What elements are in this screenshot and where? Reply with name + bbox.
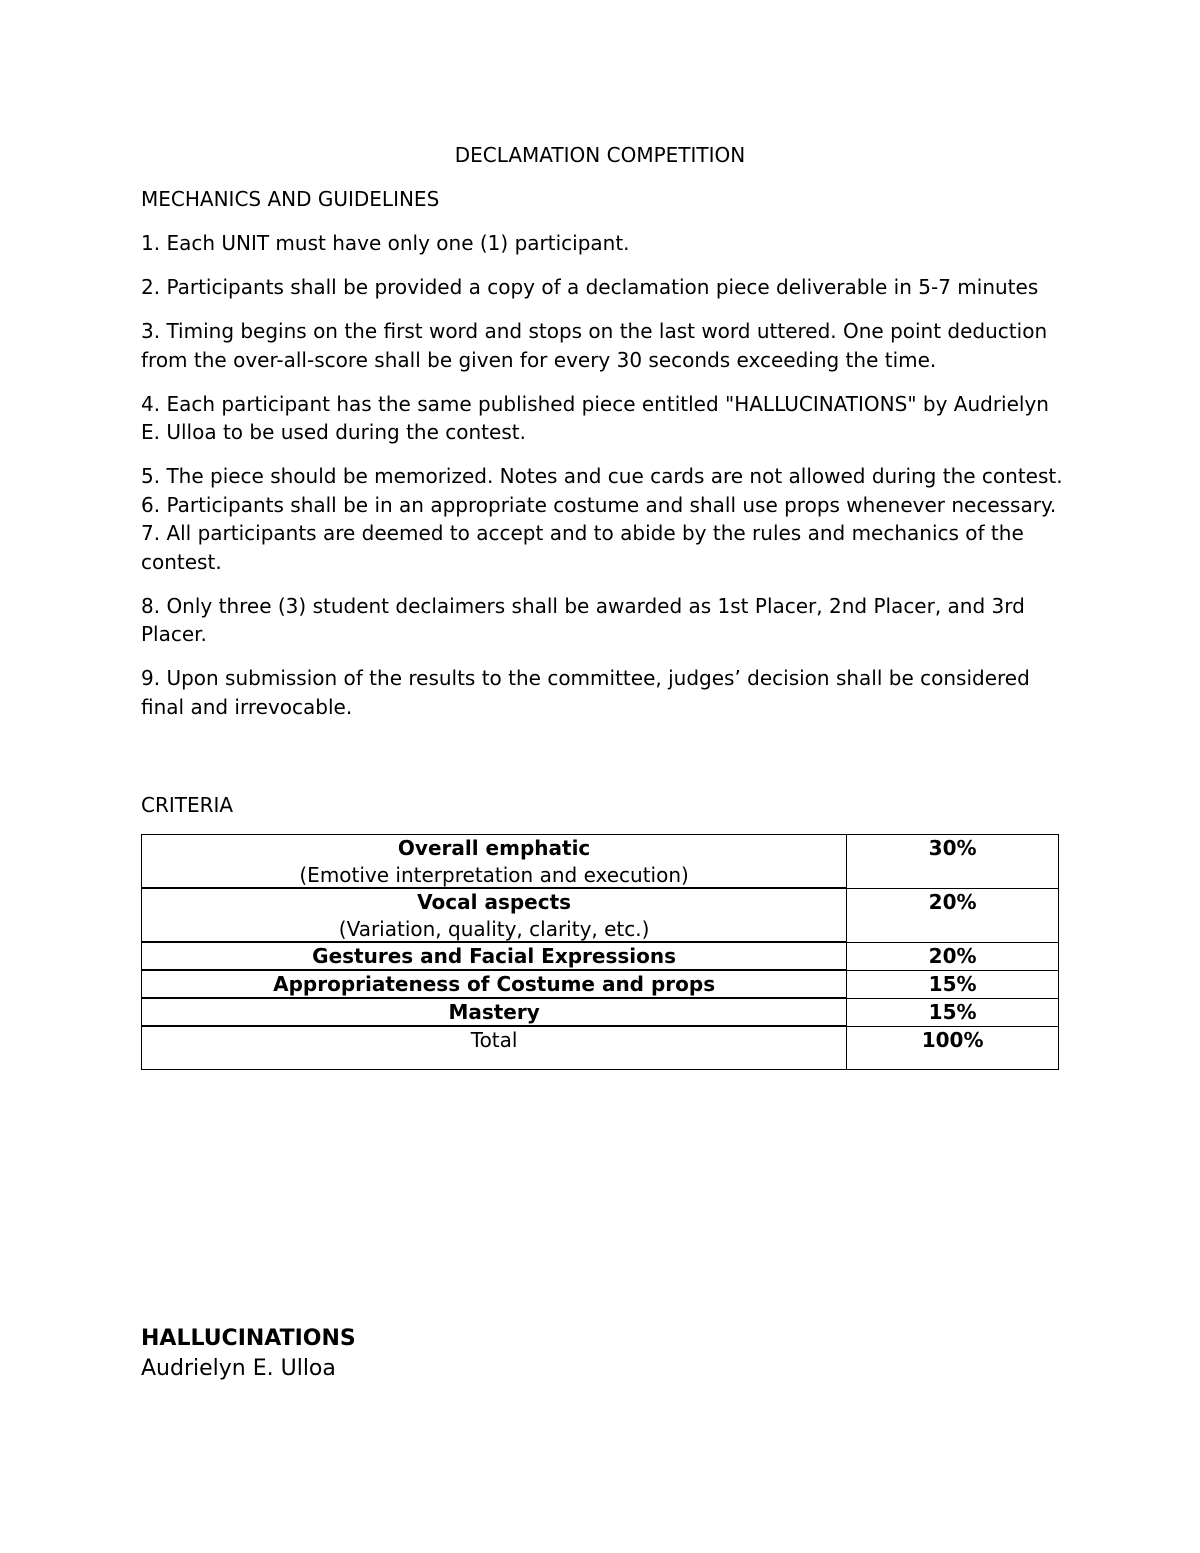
table-row <box>142 971 1059 999</box>
criterion-description: (Emotive interpretation and execution) <box>299 863 689 887</box>
piece-title: HALLUCINATIONS <box>141 1326 356 1351</box>
guideline-item: 2. Participants shall be provided a copy of a declamation piece deliverable in 5-7 minutes <box>141 275 1039 299</box>
guideline-item: 3. Timing begins on the first word and stops on the last word uttered. One point deduction from the over-all-score shall be given for every 30 seconds exceeding the time. <box>141 319 1048 372</box>
criterion-cell <box>142 943 847 971</box>
criterion-percent: 20% <box>847 943 1059 971</box>
criterion-cell <box>142 999 847 1027</box>
total-label: Total <box>142 1027 847 1070</box>
total-row <box>142 1027 1059 1070</box>
guideline-item: 9. Upon submission of the results to the committee, judges’ decision shall be considered final and irrevocable. <box>141 666 1030 719</box>
criterion-percent: 15% <box>847 999 1059 1027</box>
guideline-item: 8. Only three (3) student declaimers shall be awarded as 1st Placer, 2nd Placer, and 3rd Placer. <box>141 593 1025 646</box>
criteria-heading: CRITERIA <box>141 793 234 817</box>
criterion-cell <box>142 889 847 943</box>
table-row <box>142 835 1059 889</box>
criterion-cell <box>142 971 847 999</box>
mechanics-heading: MECHANICS AND GUIDELINES <box>141 187 440 211</box>
table-row <box>142 999 1059 1027</box>
criterion-description: (Variation, quality, clarity, etc.) <box>338 917 650 941</box>
criterion-name: Mastery <box>448 1000 540 1024</box>
guideline-item: 1. Each UNIT must have only one (1) participant. <box>141 231 630 255</box>
guideline-item: 5. The piece should be memorized. Notes and cue cards are not allowed during the contest. 6. Participants shall be in an appropriate costume and shall use props whenever necessary. 7. All participants are deemed to accept and to abide by the rules and mechanics of the contest. <box>141 464 1063 574</box>
criterion-percent: 30% <box>847 835 1059 889</box>
guidelines-list <box>141 229 1071 737</box>
criteria-table <box>141 834 1059 1070</box>
criterion-percent: 20% <box>847 889 1059 943</box>
criterion-cell <box>142 835 847 889</box>
piece-author: Audrielyn E. Ulloa <box>141 1356 336 1381</box>
criterion-percent: 15% <box>847 971 1059 999</box>
criterion-name: Appropriateness of Costume and props <box>273 972 716 996</box>
table-row <box>142 889 1059 943</box>
guideline-item: 4. Each participant has the same published piece entitled "HALLUCINATIONS" by Audrielyn E. Ulloa to be used during the contest. <box>141 391 1049 444</box>
criterion-name: Overall emphatic <box>397 836 591 860</box>
total-value: 100% <box>847 1027 1059 1070</box>
criterion-name: Vocal aspects <box>417 890 572 914</box>
table-row <box>142 943 1059 971</box>
page-title: DECLAMATION COMPETITION <box>454 143 746 167</box>
criterion-name: Gestures and Facial Expressions <box>312 944 677 968</box>
